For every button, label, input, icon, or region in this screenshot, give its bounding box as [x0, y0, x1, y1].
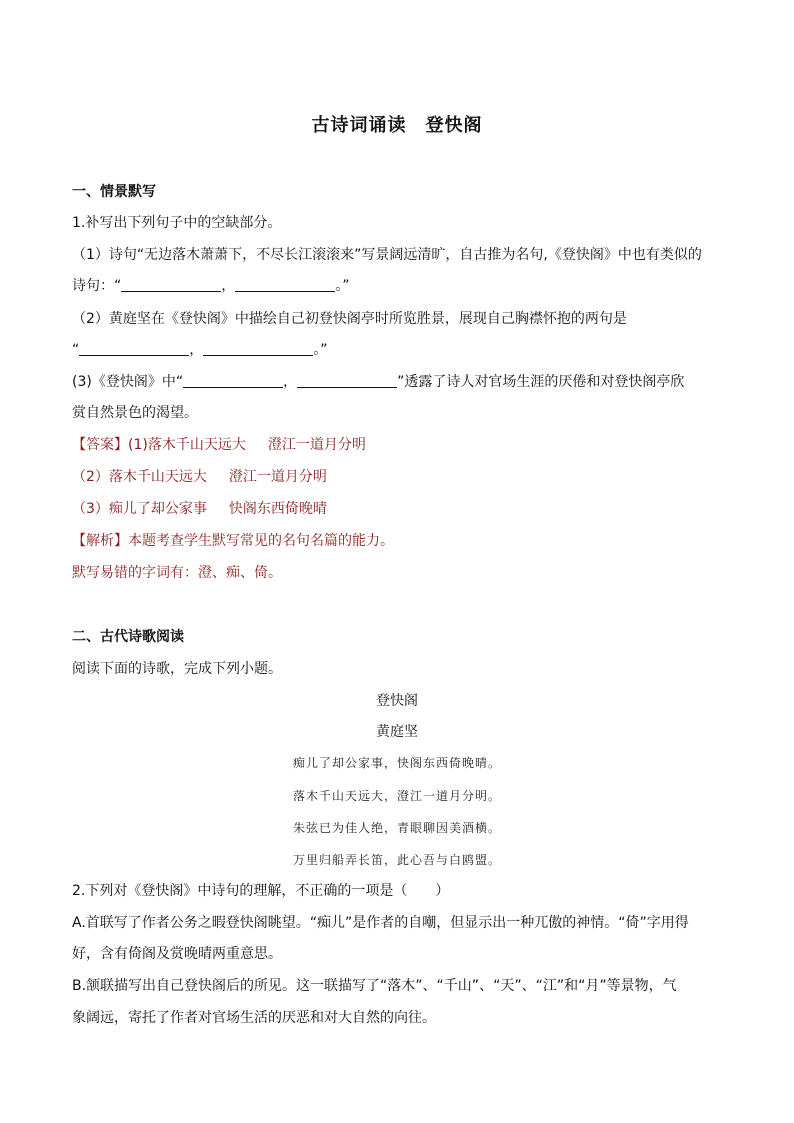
- analysis-note: 默写易错的字词有：澄、痴、倚。: [72, 565, 282, 581]
- quote-close: ”透露了诗人对官场生涯的厌倦和对登快阁亭欣: [397, 374, 685, 390]
- reading-intro: 阅读下面的诗歌，完成下列小题。: [72, 661, 282, 677]
- analysis-tag: 【解析】: [72, 533, 128, 549]
- answer-blank[interactable]: [79, 341, 189, 356]
- question-1-1-line-1: （1）诗句“无边落木萧萧下，不尽长江滚滚来”写景阔远清旷，自古推为名句,《登快阁》中也有类似的: [72, 247, 702, 263]
- analysis-line: [72, 531, 394, 551]
- option-a-line-1: A.首联写了作者公务之暇登快阁眺望。“痴儿”是作者的自嘲，但显示出一种兀傲的神情。“倚”字用得: [72, 915, 689, 931]
- answer-blank[interactable]: [235, 277, 335, 292]
- comma: ，: [283, 374, 298, 390]
- answer-line-2: [72, 467, 327, 487]
- poem-line: 痴儿了却公家事，快阁东西倚晚晴。: [292, 756, 501, 770]
- quote-close: 。”: [313, 342, 328, 358]
- poem-title: 登快阁: [376, 693, 418, 709]
- question-1-2-line-2: [72, 340, 328, 360]
- analysis-text: 本题考查学生默写常见的名句名篇的能力。: [128, 533, 394, 549]
- answer-number: （3）: [72, 501, 109, 517]
- question-2: 2.下列对《登快阁》中诗句的理解，不正确的一项是（ ）: [72, 883, 450, 899]
- answer-line-1: [72, 435, 366, 455]
- question-1-3-line-1: [72, 372, 684, 392]
- quote-open: 诗句：“: [72, 278, 122, 294]
- poem-line: 落木千山天远大，澄江一道月分明。: [292, 789, 501, 803]
- answer-tag: 【答案】: [72, 437, 128, 453]
- poem-line: 朱弦已为佳人绝，青眼聊因美酒横。: [292, 821, 501, 835]
- question-1-2-line-1: （2）黄庭坚在《登快阁》中描绘自己初登快阁亭时所览胜景，展现自己胸襟怀抱的两句是: [72, 311, 627, 327]
- comma: ，: [189, 342, 204, 358]
- question-1-intro: 1.补写出下列句子中的空缺部分。: [72, 215, 282, 231]
- answer-text: 澄江一道月分明: [228, 469, 327, 485]
- answer-text: 痴儿了却公家事: [108, 501, 207, 517]
- answer-text: 快阁东西倚晚晴: [228, 501, 327, 517]
- quote-close: 。”: [335, 278, 350, 294]
- answer-number: (1): [128, 437, 148, 453]
- answer-blank[interactable]: [183, 373, 283, 388]
- quote-open: (3)《登快阁》中“: [72, 374, 184, 390]
- answer-blank[interactable]: [121, 277, 221, 292]
- question-1-3-line-2: 赏自然景色的渴望。: [72, 405, 198, 421]
- answer-blank[interactable]: [203, 341, 313, 356]
- option-b-line-2: 象阔远，寄托了作者对官场生活的厌恶和对大自然的向往。: [72, 1010, 436, 1026]
- section-heading-1: 一、情景默写: [72, 184, 156, 200]
- answer-text: 落木千山天远大: [108, 469, 207, 485]
- answer-line-3: [72, 499, 327, 519]
- comma: ，: [221, 278, 236, 294]
- answer-text: 落木千山天远大: [147, 437, 246, 453]
- option-b-line-1: B.颔联描写出自己登快阁后的所见。这一联描写了“落木”、“千山”、“天”、“江”和“月”等景物，气: [72, 978, 677, 994]
- answer-text: 澄江一道月分明: [267, 437, 366, 453]
- answer-blank[interactable]: [297, 373, 397, 388]
- poem-line: 万里归船弄长笛，此心吾与白鸥盟。: [292, 853, 501, 867]
- page-title: 古诗词诵读 登快阁: [311, 115, 483, 136]
- section-heading-2: 二、古代诗歌阅读: [72, 629, 184, 645]
- question-1-1-line-2: [72, 276, 350, 296]
- quote-open: “: [72, 342, 80, 358]
- answer-number: （2）: [72, 469, 109, 485]
- poem-author: 黄庭坚: [376, 724, 418, 740]
- option-a-line-2: 好，含有倚阁及赏晚晴两重意思。: [72, 946, 282, 962]
